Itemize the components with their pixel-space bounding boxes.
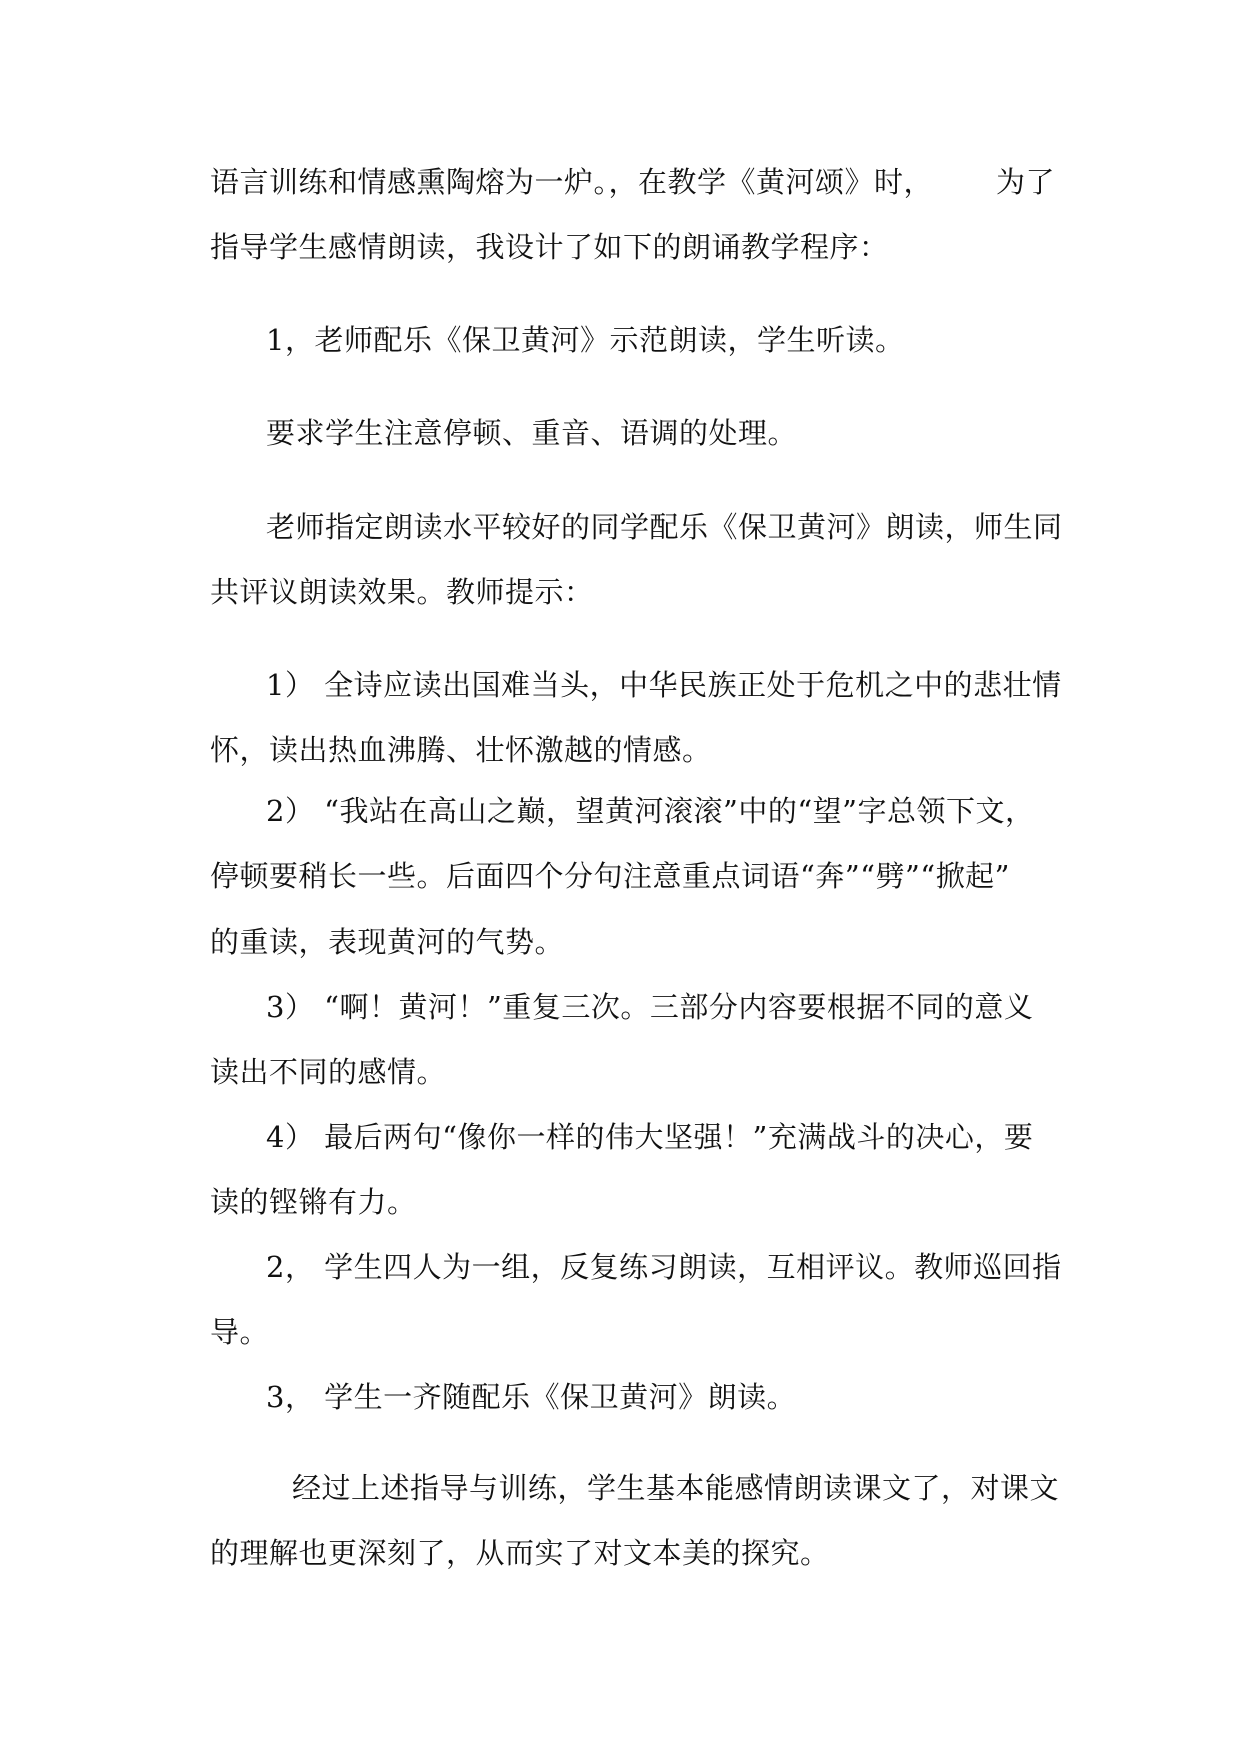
paragraph-line: 要求学生注意停顿、重音、语调的处理。 (266, 416, 798, 450)
text-segment: 语言训练和情感熏陶熔为一炉。，在教学《黄河颂》时， (210, 165, 934, 199)
paragraph-line: 导。 (210, 1315, 270, 1349)
paragraph-line: 停顿要稍长一些。后面四个分句注意重点词语“奔”“劈”“掀起” (210, 859, 1010, 893)
paragraph-line: 的重读，表现黄河的气势。 (210, 925, 565, 959)
text-segment: 为了 (995, 165, 1055, 199)
paragraph-line: 老师指定朗读水平较好的同学配乐《保卫黄河》朗读，师生同 (266, 510, 1063, 544)
paragraph-line: 读出不同的感情。 (210, 1055, 447, 1089)
paragraph-line (210, 160, 1055, 204)
paragraph-line: 的理解也更深刻了，从而实了对文本美的探究。 (210, 1536, 830, 1570)
list-item-2: 2， 学生四人为一组，反复练习朗读，互相评议。教师巡回指 (266, 1250, 1062, 1284)
paragraph-line: 共评议朗读效果。教师提示： (210, 575, 594, 609)
tip-item-2: 2） “我站在高山之巅，望黄河滚滚”中的“望”字总领下文， (266, 794, 1035, 828)
tip-item-1: 1） 全诗应读出国难当头，中华民族正处于危机之中的悲壮情 (266, 668, 1062, 702)
list-item-1: 1，老师配乐《保卫黄河》示范朗读，学生听读。 (266, 323, 905, 357)
paragraph-line: 经过上述指导与训练，学生基本能感情朗读课文了，对课文 (292, 1471, 1060, 1505)
tip-item-4: 4） 最后两句“像你一样的伟大坚强！”充满战斗的决心，要 (266, 1120, 1034, 1154)
list-item-3: 3， 学生一齐随配乐《保卫黄河》朗读。 (266, 1380, 797, 1414)
tip-item-3: 3） “啊！黄河！”重复三次。三部分内容要根据不同的意义 (266, 990, 1034, 1024)
paragraph-line: 读的铿锵有力。 (210, 1185, 417, 1219)
paragraph-line: 怀，读出热血沸腾、壮怀激越的情感。 (210, 733, 712, 767)
paragraph-line: 指导学生感情朗读，我设计了如下的朗诵教学程序： (210, 230, 889, 264)
